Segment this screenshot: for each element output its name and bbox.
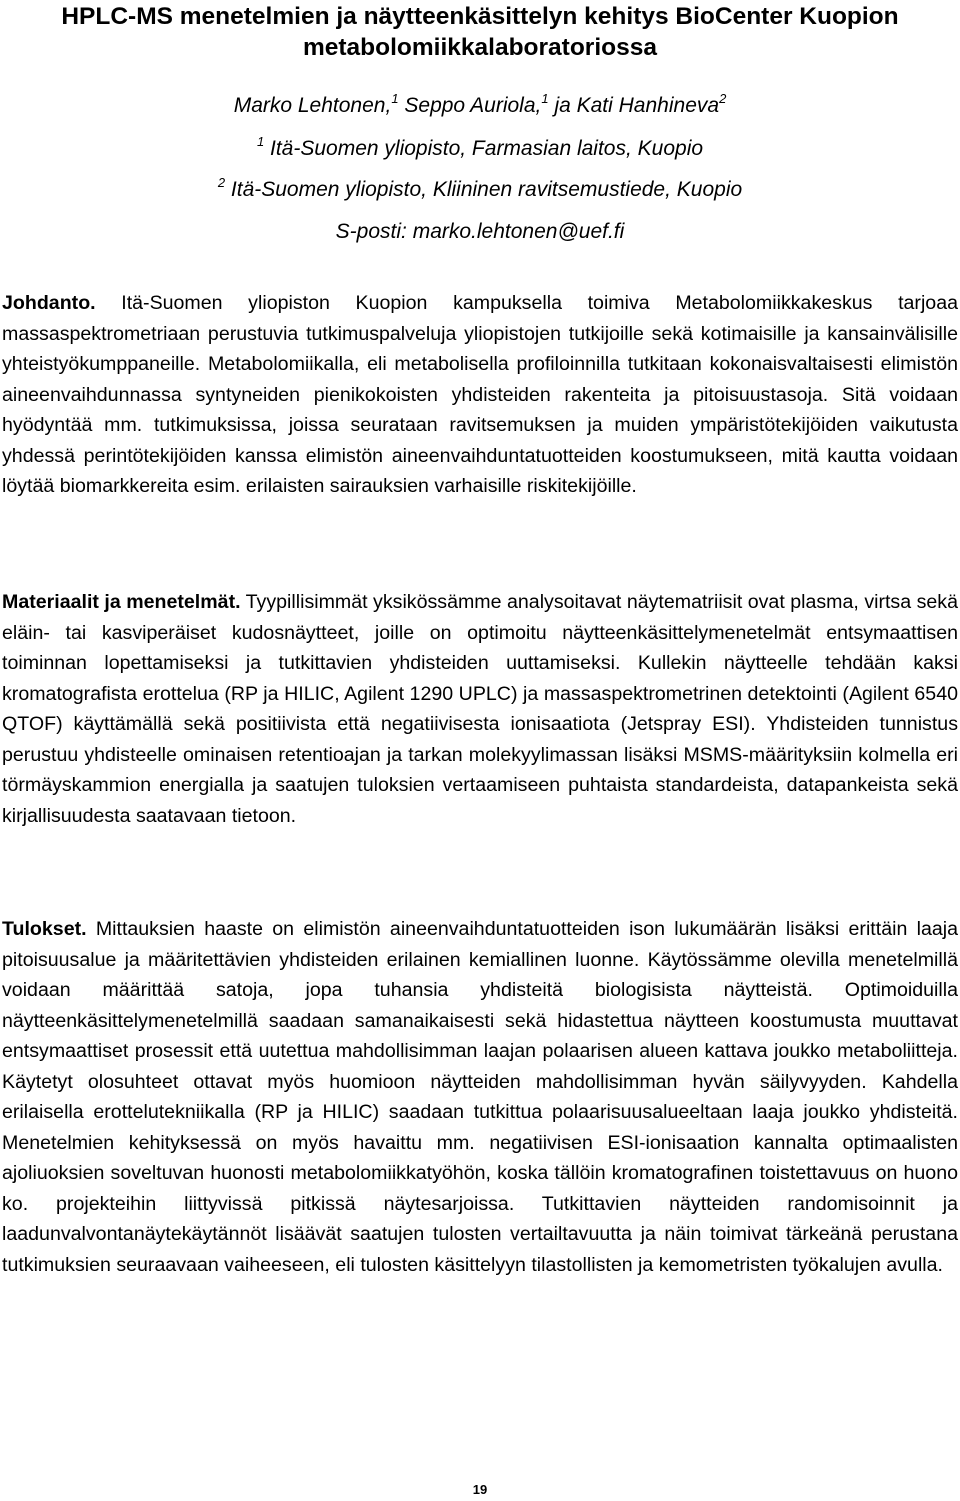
affiliation-text: Itä-Suomen yliopisto, Kliininen ravitsemustiede, Kuopio bbox=[225, 178, 743, 201]
author-affiliation-mark: 1 bbox=[541, 91, 549, 106]
title-line-2: metabolomiikkalaboratoriossa bbox=[302, 34, 657, 61]
section-body: Itä-Suomen yliopiston Kuopion kampuksella toimiva Metabolomiikkakeskus tarjoaa massaspektrometriaan perustuvia tutkimuspalveluja yliopistojen tutkijoille sekä kotimaisille ja kansainvälisille yhteistyökumppaneille. Metabolomiikalla, eli metabolisella profiloinnilla tutkitaan kokonaisvaltaisesti elimistön aineenvaihdunnassa syntyneiden pienikokoisten yhdisteiden rakenteita ja pitoisuustasoja. Sitä voidaan hyödyntää mm. tutkimuksissa, joissa seurataan ravitsemuksen ja muiden ympäristötekijöiden vaikutusta yhdessä perintötekijöiden kanssa elimistön aineenvaihduntatuotteiden koostumukseen, mitä kautta voidaan löytää biomarkkereita esim. erilaisten sairauksien varhaisille riskitekijöille. bbox=[2, 292, 958, 497]
section-heading: Materiaalit ja menetelmät. bbox=[2, 591, 241, 613]
email-line: S-posti: marko.lehtonen@uef.fi bbox=[335, 220, 625, 243]
section-heading: Johdanto. bbox=[2, 292, 96, 314]
section-body: Mittauksien haaste on elimistön aineenvaihduntatuotteiden ison lukumäärän lisäksi erittäin laaja pitoisuusalue ja määritettävien yhdisteiden erilainen kemiallinen luonne. Käytössämme olevilla menetelmillä voidaan määrittää satoja, jopa tuhansia yhdisteitä biologisista näytteistä. Optimoiduilla näytteenkäsittelymenetelmillä saadaan samanaikaisesti sekä hidastettua näytteen koostumusta muuttavat entsymaattiset prosessit että uutettua mahdollisimman laajan polaarisen alueen kattava joukko metaboliitteja. Käytetyt olosuhteet ottavat myös huomioon näytteiden mahdollisimman hyvän säilyvyyden. Kahdella erilaisella erottelutekniikalla (RP ja HILIC) saadaan tutkittua polaarisuusalueeltaan laaja joukko yhdisteitä. Menetelmien kehityksessä on myös havaittu mm. negatiivisen ESI-ionisaation kannalta optimaalisten ajoliuoksien soveltuvan huonosti metabolomiikkatyöhön, koska tällöin kromatografinen toistettavuus on huono ko. projekteihin liittyvissä pitkissä näytesarjoissa. Tutkittavien näytteiden randomisoinnit ja laadunvalvontanäytekäytännöt lisäävät saatujen tulosten vertailtavuutta ja näin toimivat tärkeänä perustana tutkimuksien seuraavaan vaiheeseen, eli tulosten käsittelyyn tilastollisten ja kemometristen työkalujen avulla. bbox=[2, 918, 958, 1276]
author-name: Seppo Auriola, bbox=[398, 94, 542, 117]
author-affiliation-mark: 2 bbox=[719, 91, 727, 106]
affiliation-line bbox=[0, 177, 960, 203]
page-number: 19 bbox=[472, 1482, 488, 1497]
author-name: ja Kati Hanhineva bbox=[548, 94, 720, 117]
affiliation-mark: 2 bbox=[217, 175, 226, 190]
affiliation-text: Itä-Suomen yliopisto, Farmasian laitos, Kuopio bbox=[264, 137, 704, 160]
affiliation-mark: 1 bbox=[256, 134, 265, 149]
author-name: Marko Lehtonen, bbox=[233, 94, 392, 117]
section-heading: Tulokset. bbox=[2, 918, 87, 940]
title-line-1: HPLC-MS menetelmien ja näytteenkäsittelyn kehitys BioCenter Kuopion bbox=[61, 3, 899, 30]
author-affiliation-mark: 1 bbox=[391, 91, 399, 106]
affiliation-line bbox=[0, 136, 960, 162]
section-results bbox=[2, 914, 958, 1280]
page-title bbox=[0, 1, 960, 63]
section-introduction bbox=[2, 288, 958, 502]
section-body: Tyypillisimmät yksikössämme analysoitavat näytematriisit ovat plasma, virtsa sekä eläin- tai kasviperäiset kudosnäytteet, joille on optimoitu näytteenkäsittelymenetelmät entsymaattisen toiminnan lopettamiseksi ja tutkittavien yhdisteiden uuttamiseksi. Kullekin näytteelle tehdään kaksi kromatografista erottelua (RP ja HILIC, Agilent 1290 UPLC) ja massaspektrometrinen detektointi (Agilent 6540 QTOF) käyttämällä sekä positiivista että negatiivisesta ionisaatiota (Jetspray ESI). Yhdisteiden tunnistus perustuu yhdisteelle ominaisen retentioajan ja tarkan molekyylimassan lisäksi MSMS-määrityksiin kolmella eri törmäyskammion energialla ja saatujen tuloksien vertaamiseen puhtaista standardeista, datapankeista sekä kirjallisuudesta saatavaan tietoon. bbox=[2, 591, 958, 827]
author-line bbox=[0, 93, 960, 119]
section-materials-methods bbox=[2, 587, 958, 831]
